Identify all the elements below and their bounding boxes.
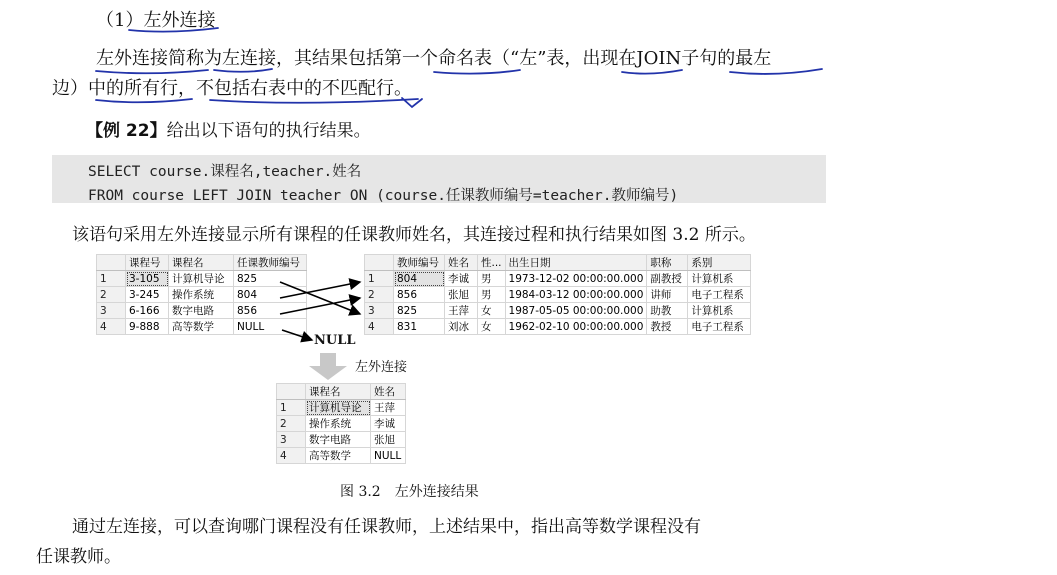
header-cell: [97, 255, 126, 271]
header-cell: [365, 255, 394, 271]
example-label: 【例 22】: [86, 121, 167, 141]
table-cell: 男: [478, 271, 506, 287]
table-cell: 6-166: [126, 303, 169, 319]
header-cell: 姓名: [445, 255, 478, 271]
table-cell: 831: [394, 319, 445, 335]
join-label: 左外连接: [355, 360, 408, 375]
table-cell: 李诚: [371, 416, 406, 432]
header-cell: 课程名: [306, 384, 371, 400]
table-cell: 刘冰: [445, 319, 478, 335]
row-number: 3: [365, 303, 394, 319]
table-cell: 计算机系: [688, 303, 751, 319]
table-row: [365, 303, 751, 319]
table-cell: 1987-05-05 00:00:00.000: [505, 303, 647, 319]
row-number: 2: [365, 287, 394, 303]
table-cell: 电子工程系: [688, 319, 751, 335]
header-cell: 出生日期: [505, 255, 647, 271]
table-row: [365, 271, 751, 287]
table-cell: 高等数学: [306, 448, 371, 464]
table-cell: 1962-02-10 00:00:00.000: [505, 319, 647, 335]
table-cell: 操作系统: [169, 287, 234, 303]
table-cell: 1973-12-02 00:00:00.000: [505, 271, 647, 287]
table-cell: 张旭: [445, 287, 478, 303]
header-cell: 课程号: [126, 255, 169, 271]
table-cell: 助教: [647, 303, 688, 319]
figure-caption: 图 3.2 左外连接结果: [340, 484, 479, 500]
table-row: [97, 303, 307, 319]
table-row: [97, 287, 307, 303]
row-number: 4: [277, 448, 306, 464]
paragraph1-line1: 左外连接简称为左连接，其结果包括第一个命名表（“左”表，出现在JOIN子句的最左: [96, 48, 772, 69]
header-cell: 课程名: [169, 255, 234, 271]
table-cell: 副教授: [647, 271, 688, 287]
table-row: [365, 287, 751, 303]
table-row: [277, 432, 406, 448]
table-cell: 3-245: [126, 287, 169, 303]
table-cell: 804: [394, 271, 445, 287]
table-cell: 男: [478, 287, 506, 303]
code-line-1: SELECT course.课程名,teacher.姓名: [88, 164, 362, 180]
header-cell: 性...: [478, 255, 506, 271]
table-cell: 1984-03-12 00:00:00.000: [505, 287, 647, 303]
table-cell: 王萍: [445, 303, 478, 319]
table-cell: 李诚: [445, 271, 478, 287]
header-cell: 姓名: [371, 384, 406, 400]
example-text: 给出以下语句的执行结果。: [166, 121, 371, 141]
table-cell: 数字电路: [306, 432, 371, 448]
table-cell: 856: [394, 287, 445, 303]
table-cell: 高等数学: [169, 319, 234, 335]
table-row: [97, 271, 307, 287]
course-table: [96, 254, 307, 335]
table-row: [277, 416, 406, 432]
table-cell: 3-105: [126, 271, 169, 287]
header-cell: 系别: [688, 255, 751, 271]
description: 该语句采用左外连接显示所有课程的任课教师姓名，其连接过程和执行结果如图 3.2 所示。: [72, 225, 756, 245]
result-table: [276, 383, 406, 464]
teacher-table: [364, 254, 751, 335]
table-cell: 张旭: [371, 432, 406, 448]
header-cell: [277, 384, 306, 400]
paragraph1-line2: 边）中的所有行，不包括右表中的不匹配行。: [52, 78, 412, 99]
table-cell: 计算机导论: [169, 271, 234, 287]
table-cell: NULL: [371, 448, 406, 464]
null-note: NULL: [314, 333, 356, 348]
table-cell: 操作系统: [306, 416, 371, 432]
row-number: 3: [97, 303, 126, 319]
row-number: 1: [97, 271, 126, 287]
table-cell: 讲师: [647, 287, 688, 303]
table-row: [277, 448, 406, 464]
down-arrow-icon: [309, 353, 347, 380]
header-cell: 任课教师编号: [234, 255, 307, 271]
table-cell: 825: [394, 303, 445, 319]
table-row: [97, 319, 307, 335]
table-cell: 825: [234, 271, 307, 287]
header-cell: 职称: [647, 255, 688, 271]
table-cell: 教授: [647, 319, 688, 335]
table-cell: 数字电路: [169, 303, 234, 319]
row-number: 4: [365, 319, 394, 335]
paragraph2-line2: 任课教师。: [36, 547, 121, 567]
table-row: [277, 400, 406, 416]
table-cell: 9-888: [126, 319, 169, 335]
table-cell: 女: [478, 303, 506, 319]
teacher-table-header: [365, 255, 751, 271]
row-number: 1: [277, 400, 306, 416]
table-cell: 804: [234, 287, 307, 303]
table-cell: 女: [478, 319, 506, 335]
table-row: [365, 319, 751, 335]
row-number: 2: [97, 287, 126, 303]
row-number: 4: [97, 319, 126, 335]
course-table-header: [97, 255, 307, 271]
result-table-header: [277, 384, 406, 400]
section-heading: （1）左外连接: [96, 10, 216, 31]
row-number: 1: [365, 271, 394, 287]
code-line-2: FROM course LEFT JOIN teacher ON (course.任课教师编号=teacher.教师编号): [88, 188, 679, 204]
table-cell: 计算机系: [688, 271, 751, 287]
table-cell: 856: [234, 303, 307, 319]
paragraph2-line1: 通过左连接，可以查询哪门课程没有任课教师，上述结果中，指出高等数学课程没有: [72, 517, 701, 537]
table-cell: 王萍: [371, 400, 406, 416]
row-number: 3: [277, 432, 306, 448]
table-cell: NULL: [234, 319, 307, 335]
header-cell: 教师编号: [394, 255, 445, 271]
table-cell: 计算机导论: [306, 400, 371, 416]
row-number: 2: [277, 416, 306, 432]
example-line: [86, 116, 371, 141]
table-cell: 电子工程系: [688, 287, 751, 303]
